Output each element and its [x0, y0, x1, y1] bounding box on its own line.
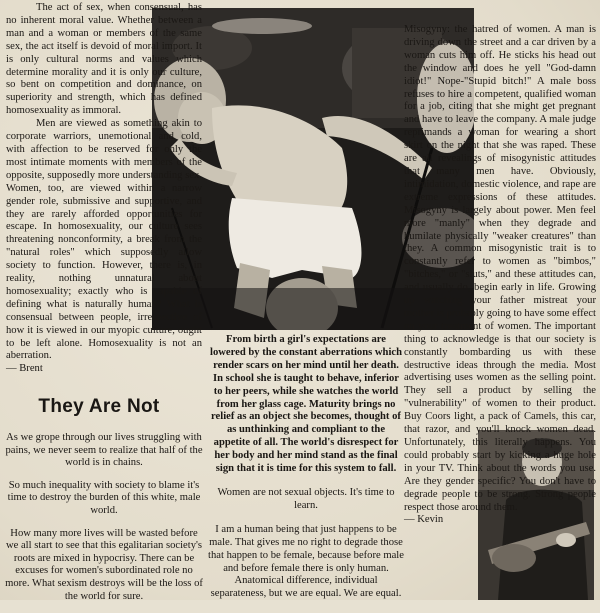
poem-stanza: How many more lives will be wasted before we all start to see that this egalitarian society's roots are mixed in hypocrisy. There can be excuses for women's subordinated role no more. What sexism destroys will be the loss of the world for sure.: [5, 527, 203, 602]
poem-stanza: So much inequality with society to blame it's time to destroy the burden of this white, male world.: [7, 479, 201, 516]
center-line: Women are not sexual objects. It's time to learn.: [217, 486, 395, 511]
center-bold-paragraph: From birth a girl's expectations are lowered by the constant aberrations which render scars on her mind until her death. In school she is taught to behave, inferior to her peers, while she watches the world from her glass cage. Maturity brings no relief as an object she becomes, thought of as unthinking and compliant to the appetite of all. The world's disrespect for her body and her mind stand as the final sign that it is time for this system to fall.: [210, 334, 402, 475]
poem-stanza: As we grope through our lives struggling with pains, we never seem to realize that half of the world is in chains.: [5, 432, 203, 469]
author-signature: — Brent: [6, 363, 43, 375]
author-signature: — Kevin: [404, 514, 444, 526]
homosexuality-essay: [6, 2, 202, 376]
misogyny-essay: [404, 24, 596, 527]
center-column: [208, 334, 404, 612]
essay-paragraph: The act of sex, when consensual, has no inherent moral value. Whether between a man and a woman or members of the same sex, the act itself is devoid of moral import. It is only cultural norms and values which determine morality and it is only our culture, so bent on competition and dominance, on superiority and strength, which has defined homosexuality as immoral.: [6, 2, 202, 117]
essay-paragraph: Men are viewed as something akin to corporate warriors, unemotional and cold, with affection to be reserved for only the most intimate moments with members of the opposite, supposedly more understanding sex. Women, too, are viewed within a narrow gender role, submissive and supportive, and they are rarely afforded opportunities for escape. In homosexuality, our culture sees threatening nonconformity, a break from the "natural roles" which supposedly allow society to function. However, there is, in reality, nothing unnatural about homosexuality; exactly who is capable of defining what is naturally human? What is consensual between people, irrespective of how it is viewed in our myopic culture, ought to be left alone. Homosexuality is not an aberration.: [6, 118, 202, 362]
poem: [4, 432, 204, 613]
essay-paragraph: Misogyny: the hatred of women. A man is driving down the street and a car driven by a woman cuts him off. He sticks his head out the window and does he yell "God-damn idiot!" Nope-"Stupid bitch!" A male boss refuses to hire a competent, qualified woman for a job, citing that she might get pregnant and have to leave the company. A male judge reprimands a woman for wearing a short skirt on the night that she was raped. These are all revealings of misogynistic attitudes that many men have. Obviously, intimidation, domestic violence, and rape are extreme expressions of these attitudes. Misogyny is largely about power. Men feel more "manly" when they degrade and humilate physically "weaker creatures" than they. A common misogynistic trait is to constantly refer to women as "bimbos," "bitches," or "sluts," and these attitudes can, and usually do, begin early in life. Growing up watching your father mistreat your mother is probably going to have some effect on your treatment of women. The important thing to acknowledge is that our society is constantly bombarding us with these destructive ideas through the media. Most advertising uses women as the selling point. They sell a product by selling the "vulnerability" of women to their product. Buy Coors light, a pack of Camels, this car, that razor, and you'll knock women dead. Unfortunately, this literally happens. You could probably start by kicking a huge hole in your TV. Think about the words you use. Are they gender specific? You don't have to degrade people to be strong. Strong people respect those around them.: [404, 24, 596, 513]
poem-title: They Are Not: [38, 396, 160, 417]
center-paragraph: I am a human being that just happens to be male. That gives me no right to degrade those that happen to be female, because before male and before female there is only human. Anatomical difference, individual separateness, but we are equal. We are equal.: [208, 523, 404, 600]
